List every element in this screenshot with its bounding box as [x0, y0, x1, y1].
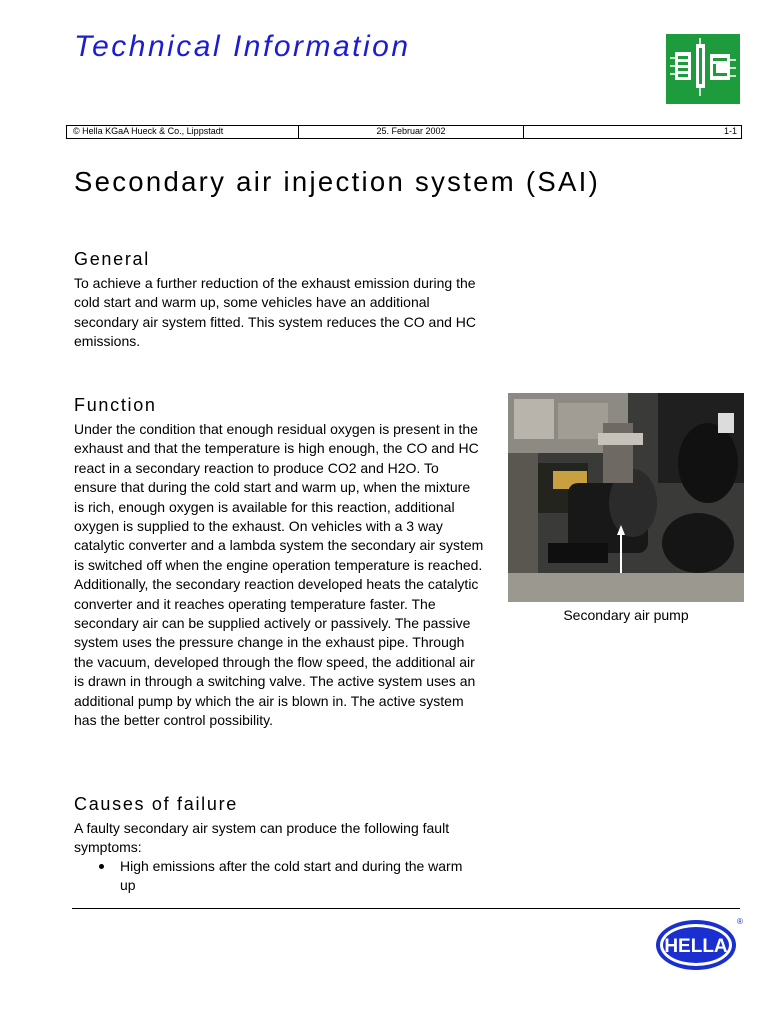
hella-logo [654, 914, 742, 974]
secondary-air-pump-photo [508, 393, 744, 602]
document-title: Secondary air injection system (SAI) [74, 166, 601, 197]
document-date: 25. Februar 2002 [299, 126, 524, 138]
causes-paragraph: A faulty secondary air system can produce the following fault symptoms: [74, 820, 450, 856]
heading-causes-of-failure: Causes of failure [74, 794, 238, 814]
list-item [96, 857, 476, 896]
list-item-text: High emissions after the cold start and during the warm up [120, 858, 463, 894]
function-paragraph: Under the condition that enough residual oxygen is present in the exhaust and that the temperature is high enough, the CO and HC react in a secondary reaction to produce CO2 and H2O. To ensure that during the cold start and warm up, when the mixture is rich, enough oxygen is available for this reaction, additional oxygen is supplied to the exhaust. On vehicles with a 3 way catalytic converter and a lambda system the secondary air system is switched off when the engine operation temperature is reached. Additionally, the secondary reaction developed heats the catalytic converter and it reaches operating temperature faster. The secondary air can be supplied actively or passively. The passive system uses the pressure change in the exhaust pipe. Through the vacuum, developed through the flow speed, the additional air is drawn in through a switching valve. The active system uses an additional pump by which the air is blown in. The active system has the better control possibility. [74, 421, 484, 729]
document-info-bar [66, 125, 742, 139]
footer-divider [72, 908, 740, 909]
heading-function: Function [74, 395, 157, 415]
page-number: 1-1 [723, 126, 737, 136]
circuit-logo-icon [666, 34, 740, 104]
hella-logo-text: HELLA [664, 936, 728, 957]
registered-mark: ® [737, 917, 743, 926]
copyright-text: © Hella KGaA Hueck & Co., Lippstadt [67, 126, 299, 138]
bullet-icon [99, 864, 104, 869]
general-paragraph: To achieve a further reduction of the exhaust emission during the cold start and warm up, some vehicles have an additional secondary air system fitted. This system reduces the CO and HC emissions. [74, 275, 477, 350]
header-title: Technical Information [74, 30, 411, 63]
heading-general: General [74, 249, 150, 269]
company-logo [666, 34, 740, 104]
fault-symptom-list [96, 857, 476, 896]
figure-caption: Secondary air pump [563, 607, 689, 623]
hella-logo-icon [654, 914, 742, 974]
